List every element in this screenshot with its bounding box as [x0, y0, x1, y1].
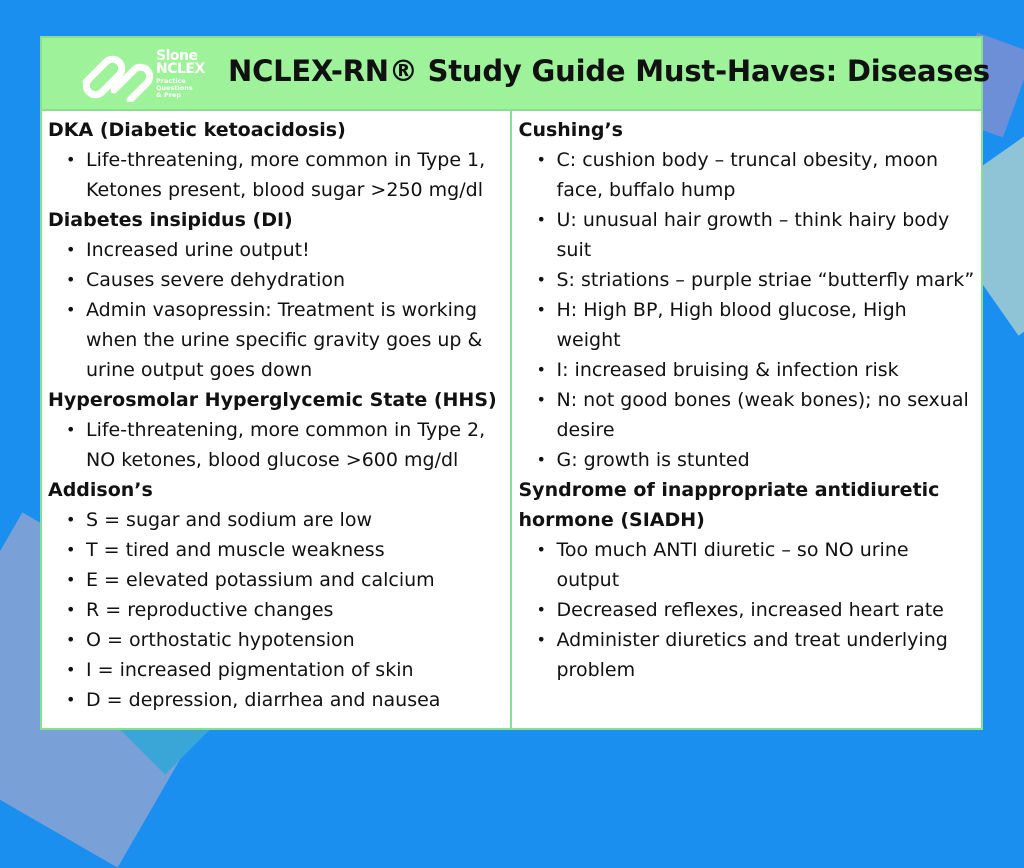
list-item: • Life-threatening, more common in Type 1, Ketones present, blood sugar >250 mg/dl [86, 145, 504, 205]
section-title: Syndrome of inappropriate antidiuretic hormone (SIADH) [518, 479, 940, 531]
list-item: • S: striations – purple striae “butterfly mark” [557, 265, 976, 295]
list-item: • S = sugar and sodium are low [86, 505, 504, 535]
list-item: • T = tired and muscle weakness [86, 535, 504, 565]
study-guide-card [40, 36, 990, 730]
section-dka [48, 115, 504, 205]
bullet-list [519, 535, 976, 685]
right-column [512, 111, 982, 730]
bullet-list [48, 505, 504, 715]
bullet-list [48, 145, 504, 205]
list-item: • Causes severe dehydration [86, 265, 504, 295]
section-siadh [519, 475, 976, 685]
slone-nclex-logo [76, 46, 216, 102]
page-title: NCLEX-RN® Study Guide Must-Haves: Diseases [228, 54, 990, 88]
section-title: Cushing’s [518, 119, 623, 141]
content-columns [42, 111, 981, 730]
logo-tagline: Practice Questions & Prep [156, 77, 193, 99]
section-title: Diabetes insipidus (DI) [48, 209, 293, 231]
list-item: • G: growth is stunted [557, 445, 976, 475]
list-item: • Increased urine output! [86, 235, 504, 265]
list-item: • E = elevated potassium and calcium [86, 565, 504, 595]
section-title: Hyperosmolar Hyperglycemic State (HHS) [48, 389, 497, 411]
paperclip-logo-icon [76, 46, 156, 102]
list-item: • R = reproductive changes [86, 595, 504, 625]
list-item: • Life-threatening, more common in Type 2, NO ketones, blood glucose >600 mg/dl [86, 415, 504, 475]
list-item: • Decreased reflexes, increased heart rate [557, 595, 976, 625]
list-item: • O = orthostatic hypotension [86, 625, 504, 655]
bullet-list [48, 235, 504, 385]
left-column [42, 111, 512, 730]
list-item: • Too much ANTI diuretic – so NO urine output [557, 535, 976, 595]
section-title: Addison’s [48, 479, 153, 501]
list-item: • I: increased bruising & infection risk [557, 355, 976, 385]
list-item: • N: not good bones (weak bones); no sexual desire [557, 385, 976, 445]
list-item: • C: cushion body – truncal obesity, moon face, buffalo hump [557, 145, 976, 205]
list-item: • Administer diuretics and treat underlying problem [557, 625, 976, 685]
section-addisons [48, 475, 504, 715]
bullet-list [519, 145, 976, 475]
list-item: • U: unusual hair growth – think hairy body suit [557, 205, 976, 265]
list-item: • D = depression, diarrhea and nausea [86, 685, 504, 715]
section-title: DKA (Diabetic ketoacidosis) [48, 119, 346, 141]
list-item: • I = increased pigmentation of skin [86, 655, 504, 685]
section-hhs [48, 385, 504, 475]
section-diabetes-insipidus [48, 205, 504, 385]
logo-brand-text: Slone NCLEX [156, 48, 205, 77]
list-item: • H: High BP, High blood glucose, High weight [557, 295, 976, 355]
list-item: • Admin vasopressin: Treatment is working when the urine specific gravity goes up & urine output goes down [86, 295, 504, 385]
section-cushings [519, 115, 976, 475]
bullet-list [48, 415, 504, 475]
header-bar [42, 38, 990, 111]
